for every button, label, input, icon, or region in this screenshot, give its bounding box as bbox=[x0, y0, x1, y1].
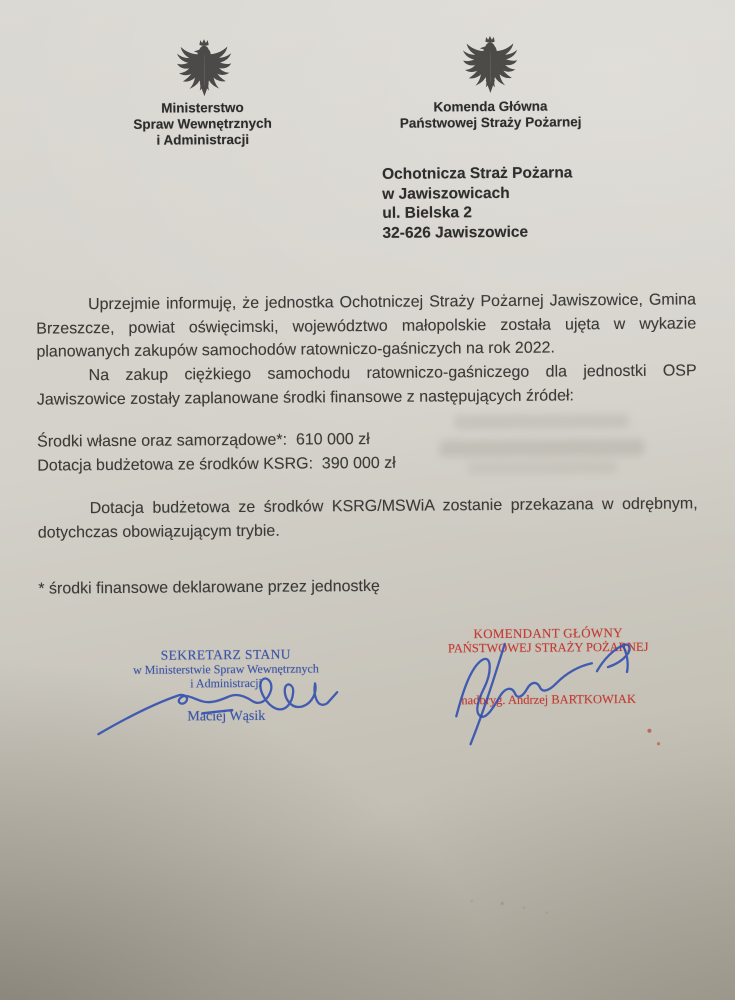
recipient-line2: w Jawiszowicach bbox=[382, 184, 510, 203]
secretary-title-line3: i Administracji bbox=[190, 675, 262, 691]
ministry-letterhead bbox=[92, 99, 312, 149]
secretary-title-line1: SEKRETARZ STANU bbox=[160, 646, 291, 663]
commandant-stamp-block bbox=[431, 625, 667, 757]
paper-speck bbox=[471, 900, 473, 902]
recipient-line1: Ochotnicza Straż Pożarna bbox=[381, 164, 573, 183]
recipient-line3: ul. Bielska 2 bbox=[382, 204, 473, 222]
eagle-emblem-icon bbox=[462, 34, 518, 94]
psp-name-line1: Komenda Główna bbox=[433, 98, 548, 115]
secretary-name: Maciej Wąsik bbox=[187, 708, 266, 725]
ministry-name-line1: Ministerstwo bbox=[161, 99, 244, 116]
handwritten-signature-left bbox=[26, 654, 357, 767]
commandant-name: nadbryg. Andrzej BARTKOWIAK bbox=[461, 691, 637, 708]
bleed-through-ghost bbox=[454, 414, 629, 429]
ministry-name-line3: i Administracji bbox=[156, 131, 250, 148]
footnote: * środki finansowe deklarowane przez jednostkę bbox=[38, 577, 380, 598]
ministry-name-line2: Spraw Wewnętrznych bbox=[133, 115, 272, 132]
bleed-through-ghost bbox=[439, 439, 644, 458]
body-paragraph-3: Dotacja budżetowa ze środków KSRG/MSWiA zostanie przekazana w odrębnym, dotychczas obowiązującym trybie. bbox=[37, 495, 698, 542]
recipient-block bbox=[382, 163, 573, 242]
eagle-emblem-icon bbox=[176, 37, 232, 97]
bleed-through-ghost bbox=[467, 461, 617, 474]
paper-speck bbox=[501, 902, 504, 905]
handwritten-signature-right bbox=[426, 631, 662, 768]
commandant-title-line2: PAŃSTWOWEJ STRAŻY POŻARNEJ bbox=[447, 639, 649, 656]
secretary-title-line2: w Ministerstwie Spraw Wewnętrznych bbox=[132, 661, 319, 677]
funding-line-own-funds: Środki własne oraz samorządowe*: 610 000 zł bbox=[37, 430, 370, 451]
paper-speck bbox=[546, 912, 548, 914]
psp-name-line2: Państwowej Straży Pożarnej bbox=[399, 114, 582, 131]
psp-letterhead bbox=[352, 98, 628, 132]
commandant-title-line1: KOMENDANT GŁÓWNY bbox=[473, 624, 623, 642]
recipient-line4: 32-626 Jawiszowice bbox=[382, 223, 529, 242]
state-secretary-signature-block bbox=[71, 646, 382, 726]
body-paragraph-2: Na zakup ciężkiego samochodu ratowniczo-gaśniczego dla jednostki OSP Jawiszowice zostały zaplanowane środki finansowe z następujących źródeł: bbox=[36, 362, 697, 409]
paper-speck bbox=[523, 907, 525, 909]
body-paragraph-1: Uprzejmie informuję, że jednostka Ochotniczej Straży Pożarnej Jawiszowice, Gmina Brzeszcze, powiat oświęcimski, województwo małopolskie została ujęta w wykazie planowanych zakupów samochodów ratowniczo-gaśniczych na rok 2022. bbox=[36, 291, 697, 361]
funding-line-ksrg-grant: Dotacja budżetowa ze środków KSRG: 390 000 zł bbox=[37, 454, 396, 475]
